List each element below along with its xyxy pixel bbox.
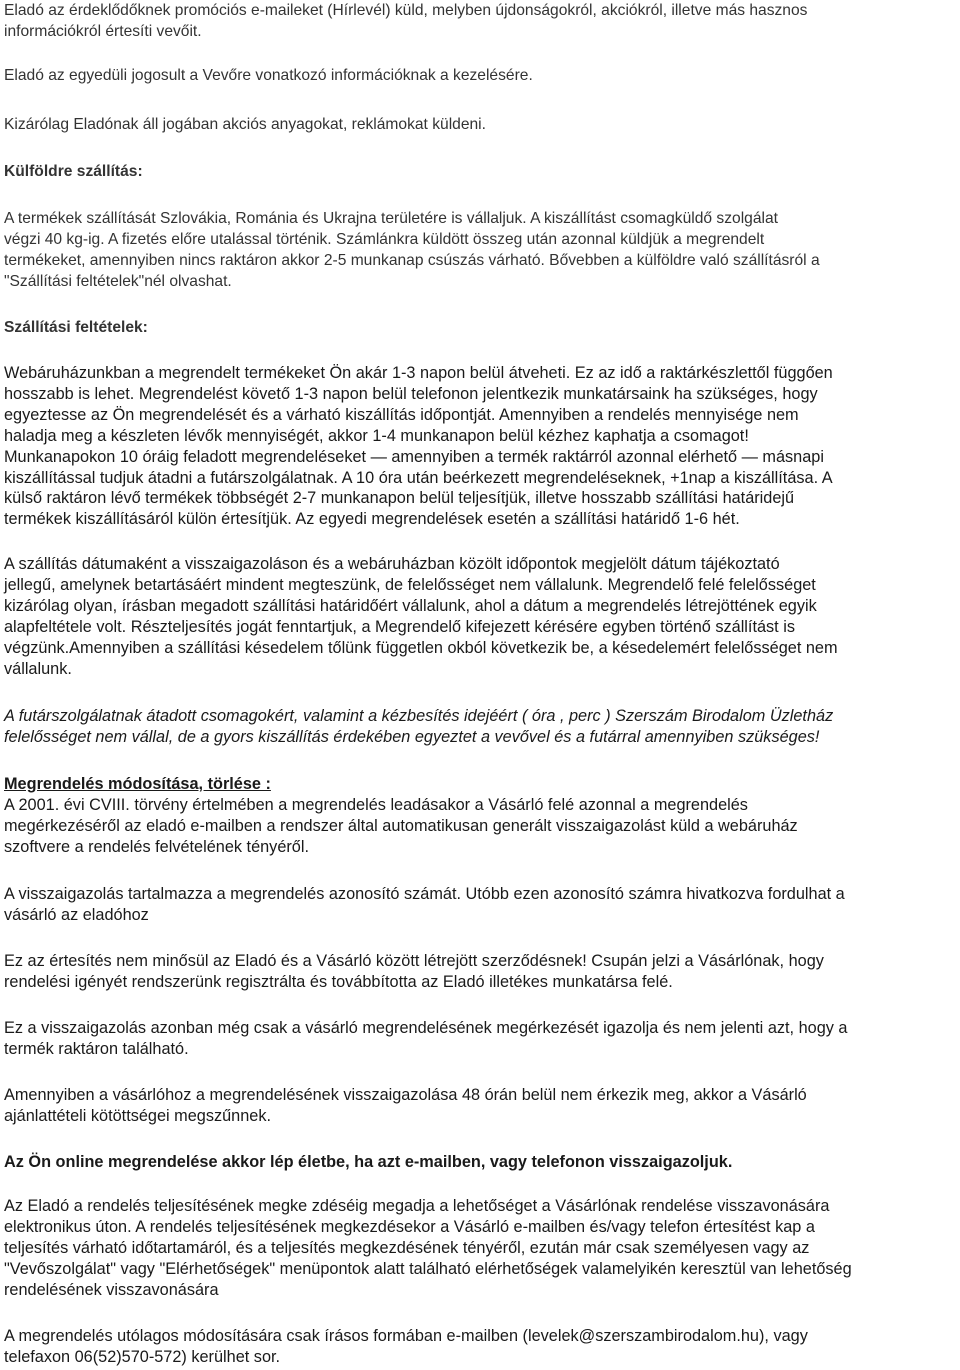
text-line: A futárszolgálatnak átadott csomagokért, valamint a kézbesítés idejéért ( óra , perc ) Szerszám Birodalom Üzletház bbox=[4, 707, 834, 725]
text-line: Webáruházunkban a megrendelt termékeket Ön akár 1-3 napon belül átveheti. Ez az idő a raktárkészlettől függően bbox=[4, 364, 833, 382]
text-line: ajánlattételi kötöttségei megszűnnek. bbox=[4, 1106, 271, 1125]
text-line: Ez a visszaigazolás azonban még csak a vásárló megrendelésének megérkezését igazolja és nem jelenti azt, hogy a bbox=[4, 1019, 848, 1037]
text-line: szoftvere a rendelés felvételének tényéről. bbox=[4, 837, 309, 856]
text-line: jellegű, amelynek betartásáért mindent megteszünk, de felelősséget nem vállalunk. Megrendelő felé felelősséget bbox=[4, 575, 816, 594]
text-line: A szállítás dátumaként a visszaigazoláson és a webáruházban közölt időpontok megjelölt dátum tájékoztató bbox=[4, 555, 780, 573]
text-line: Amennyiben a vásárlóhoz a megrendelésének visszaigazolása 48 órán belül nem érkezik meg, akkor a Vásárló bbox=[4, 1086, 807, 1104]
text-line: Munkanapokon 10 óráig feladott megrendeléseket — amennyiben a termék raktárról azonnal elérhető — másnapi bbox=[4, 447, 824, 466]
text-line: teljesítés várható időtartamáról, és a teljesítés megkezdésének tényéről, ezután már csak személyesen vagy az bbox=[4, 1238, 810, 1257]
final-modification-paragraph bbox=[4, 1326, 956, 1368]
delivery-date-paragraph bbox=[4, 554, 956, 679]
text-line: A 2001. évi CVIII. törvény értelmében a megrendelés leadásakor a Vásárló felé azonnal a megrendelés bbox=[4, 796, 748, 814]
text-line: elektronikus úton. A rendelés teljesítésének megkezdésekor a Vásárló e-mailben és/vagy telefon értesítést kap a bbox=[4, 1217, 815, 1236]
text-line: Az Eladó a rendelés teljesítésének megke zdéséig megadja a lehetőséget a Vásárlónak rendelése visszavonására bbox=[4, 1197, 830, 1215]
text-line: hosszabb is lehet. Megrendelést követő 1-3 napon belül telefonon jelentkezik munkatársaink ha szükséges, hogy bbox=[4, 384, 818, 403]
text-line: végzi 40 kg-ig. A fizetés előre utalással történik. Számlánkra küldött összeg után azonnal küldjük a megrendelt bbox=[4, 231, 765, 248]
text-line: kizárólag olyan, írásban megadott szállítási határidőért vállalunk, ahol a dátum a megrendelés létrejöttének egyik bbox=[4, 596, 817, 615]
text-line: rendelésének visszavonására bbox=[4, 1280, 219, 1299]
withdrawal-paragraph bbox=[4, 1196, 956, 1301]
text-line: rendelési igényét rendszerünk regisztrálta és továbbította az Eladó illetékes munkatársa felé. bbox=[4, 972, 673, 991]
text-line: vásárló az eladóhoz bbox=[4, 905, 149, 924]
confirmation-id-paragraph bbox=[4, 884, 956, 926]
text-line: termékeket, amennyiben nincs raktáron akkor 2-5 munkanap csúszás várható. Bővebben a külföldre való szállításról a bbox=[4, 252, 820, 269]
newsletter-paragraph bbox=[4, 0, 956, 42]
foreign-shipping-heading: Külföldre szállítás: bbox=[4, 163, 143, 180]
shipping-terms-paragraph bbox=[4, 363, 956, 530]
modification-paragraph bbox=[4, 795, 956, 858]
text-line: A visszaigazolás tartalmazza a megrendelés azonosító számát. Utóbb ezen azonosító számra hivatkozva fordulhat a bbox=[4, 885, 845, 903]
text-line: Eladó az érdeklődőknek promóciós e-maileket (Hírlevél) küld, melyben újdonságokról, akciókról, illetve más hasznos bbox=[4, 2, 808, 19]
text-line: Ez az értesítés nem minősül az Eladó és a Vásárló között létrejött szerződésnek! Csupán jelzi a Vásárlónak, hogy bbox=[4, 952, 824, 970]
foreign-shipping-paragraph bbox=[4, 208, 956, 292]
courier-notice-paragraph bbox=[4, 706, 956, 748]
text-line: külső raktáron lévő termékek többségét 2-7 munkanapon belül teljesítjük, illetve hosszabb szállítási határidejű bbox=[4, 489, 795, 508]
text-line: felelősséget nem vállal, de a gyors kiszállítás érdekében egyeztet a vevővel és a futárral amennyiben szükséges! bbox=[4, 727, 820, 746]
expiry-paragraph bbox=[4, 1085, 956, 1127]
text-line: egyeztesse az Ön megrendelését és a várható kiszállítás időpontját. Amennyiben a rendelés mennyisége nem bbox=[4, 405, 799, 424]
not-contract-paragraph bbox=[4, 951, 956, 993]
text-line: termékek kiszállításáról külön értesítjük. Az egyedi megrendelések esetén a szállítási határidő 1-6 hét. bbox=[4, 510, 740, 529]
text-line: információkról értesíti vevőit. bbox=[4, 23, 202, 40]
text-line: vállalunk. bbox=[4, 659, 72, 678]
text-line: telefaxon 06(52)570-572) kerülhet sor. bbox=[4, 1347, 281, 1366]
text-line: A megrendelés utólagos módosítására csak írásos formában e-mailben (levelek@szerszambirodalom.hu), vagy bbox=[4, 1327, 808, 1345]
shipping-terms-heading: Szállítási feltételek: bbox=[4, 319, 148, 336]
effective-statement: Az Ön online megrendelése akkor lép életbe, ha azt e-mailben, vagy telefonon visszaigazoljuk. bbox=[4, 1153, 733, 1171]
text-line: "Vevőszolgálat" vagy "Elérhetőségek" menüpontok alatt található elérhetőségek valamelyikén keresztül van lehetőség bbox=[4, 1259, 852, 1278]
text-line: haladja meg a készleten lévők mennyiségét, akkor 1-4 munkanapon belül kézhez kaphatja a csomagot! bbox=[4, 426, 749, 445]
text-line: "Szállítási feltételek"nél olvashat. bbox=[4, 273, 232, 290]
text-line: végzünk.Amennyiben a szállítási késedelem tőlünk független okból következik be, a késedelemért felelősséget nem bbox=[4, 638, 838, 657]
receipt-only-paragraph bbox=[4, 1018, 956, 1060]
text-line: megérkezéséről az eladó e-mailben a rendszer által automatikusan generált visszaigazolást küld a webáruház bbox=[4, 816, 798, 835]
text-line: alapfeltétele volt. Részteljesítés jogát fenntartjuk, a Megrendelő kifejezett kérésére egyben történő szállítást is bbox=[4, 617, 795, 636]
promo-rights-paragraph: Kizárólag Eladónak áll jogában akciós anyagokat, reklámokat küldeni. bbox=[4, 116, 486, 133]
modification-heading: Megrendelés módosítása, törlése : bbox=[4, 775, 271, 793]
exclusive-rights-paragraph: Eladó az egyedüli jogosult a Vevőre vonatkozó információknak a kezelésére. bbox=[4, 67, 533, 84]
text-line: kiszállítással tudjuk átadni a futárszolgálatnak. A 10 óra után beérkezett megrendeléseknek, +1nap a kiszállítása. A bbox=[4, 468, 833, 487]
text-line: termék raktáron található. bbox=[4, 1039, 189, 1058]
text-line: A termékek szállítását Szlovákia, Románia és Ukrajna területére is vállaljuk. A kiszállítást csomagküldő szolgálat bbox=[4, 210, 778, 227]
